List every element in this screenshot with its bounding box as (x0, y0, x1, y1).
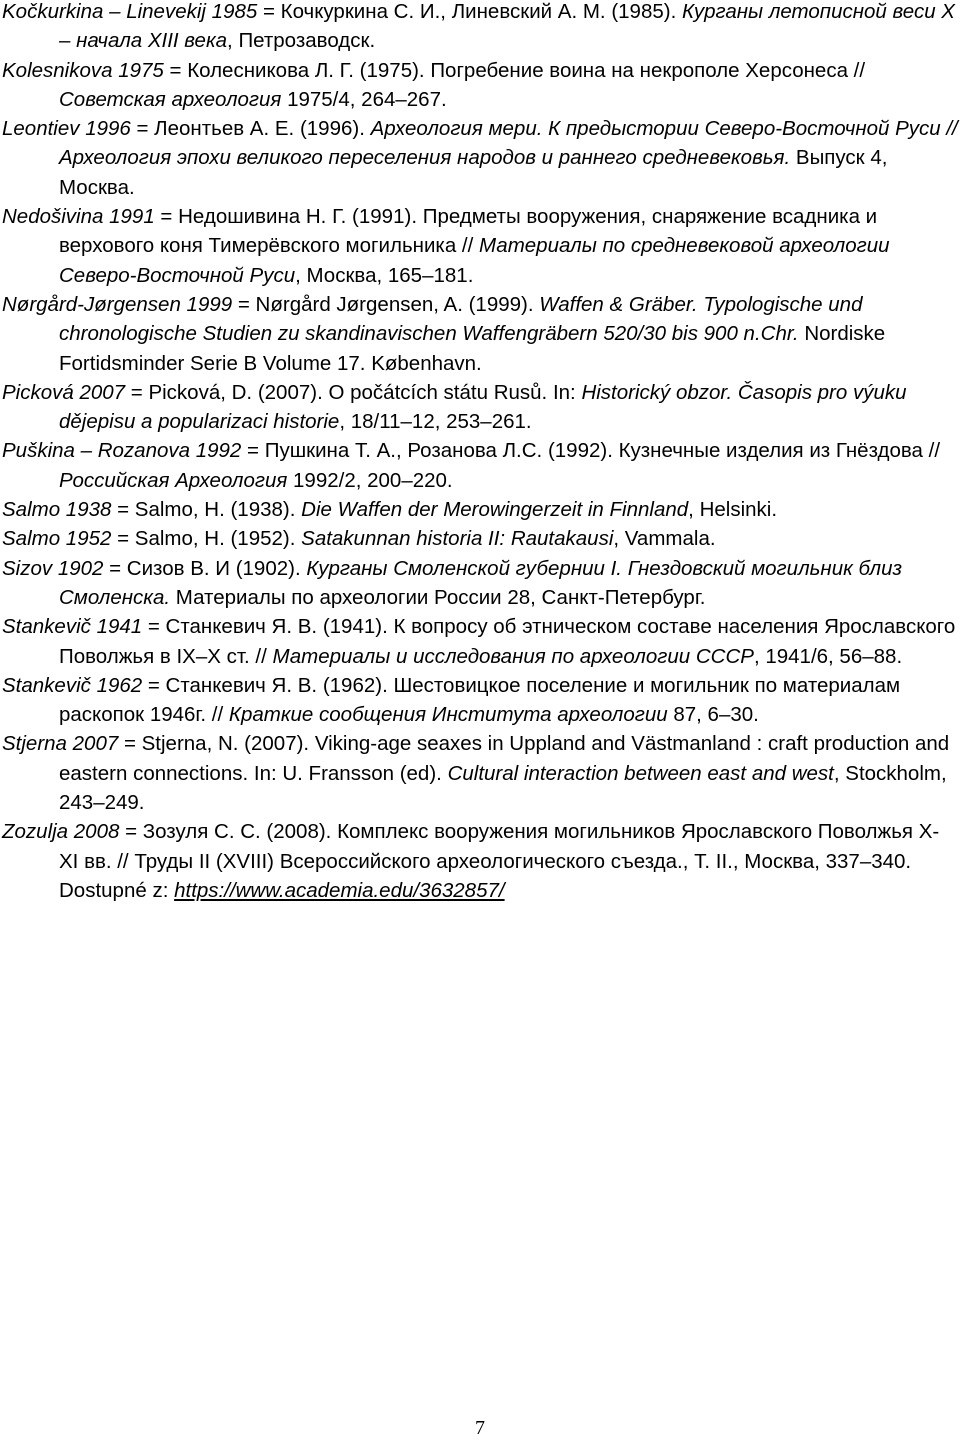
reference-entry (2, 729, 958, 817)
reference-text: Nordiske Fortidsminder Serie B Volume 17. København. (59, 322, 886, 375)
reference-title: Материалы и исследования по археологии СССР (272, 644, 754, 668)
reference-text: Выпуск 4, Москва. (59, 146, 888, 199)
reference-entry (2, 114, 958, 202)
reference-text: , 18/11–12, 253–261. (339, 410, 532, 434)
reference-text: = Недошивина Н. Г. (1991). Предметы вооружения, снаряжение всадника и верхового коня Тимерёвского могильника // (59, 205, 878, 258)
reference-text: = Леонтьев А. Е. (1996). (130, 117, 371, 141)
reference-text: = Salmo, H. (1938). (111, 498, 302, 522)
reference-title: Satakunnan historia II: Rautakausi (301, 527, 614, 551)
reference-title: Waffen & Gräber. Typologische und chronologische Studien zu skandinavischen Waffengräbern 520/30 bis 900 n.Chr. (59, 292, 863, 346)
reference-text: 1975/4, 264–267. (281, 87, 447, 111)
reference-key: Puškina – Rozanova 1992 (2, 439, 242, 463)
reference-entry (2, 290, 958, 378)
reference-key: Salmo 1952 (2, 527, 112, 551)
reference-key: Sizov 1902 (2, 556, 104, 580)
reference-key: Kočkurkina – Linevekij 1985 (2, 0, 258, 23)
reference-key: Salmo 1938 (2, 498, 112, 522)
reference-entry (2, 202, 958, 290)
reference-entry (2, 56, 958, 115)
reference-title: Курганы Смоленской губернии I. Гнездовский могильник близ Смоленска. (59, 556, 903, 609)
reference-key: Stankevič 1941 (2, 615, 143, 639)
reference-text: , Петрозаводск. (227, 29, 376, 53)
reference-entry (2, 0, 958, 56)
reference-entry (2, 671, 958, 730)
reference-entry (2, 436, 958, 495)
reference-title: Cultural interaction between east and west (447, 761, 834, 785)
reference-title: Курганы летописной веси X – начала XIII века (59, 0, 955, 53)
reference-list (2, 0, 958, 905)
reference-key: Picková 2007 (2, 380, 126, 404)
reference-text: = Станкевич Я. В. (1962). Шестовицкое поселение и могильник по материалам раскопок 1946г. // (59, 673, 901, 727)
reference-key: Stjerna 2007 (2, 732, 119, 756)
reference-text: = Picková, D. (2007). O počátcích státu Rusů. In: (125, 380, 582, 404)
reference-entry (2, 554, 958, 613)
reference-text: , Vammala. (613, 527, 716, 551)
reference-text: = Колесникова Л. Г. (1975). Погребение воина на некрополе Херсонеса // (163, 58, 866, 82)
page-number: 7 (475, 1417, 485, 1439)
reference-entry (2, 612, 958, 671)
reference-text: = Сизов В. И (1902). (103, 556, 307, 580)
reference-text: = Stjerna, N. (2007). Viking-age seaxes in Uppland and Västmanland : craft production and eastern connections. In: U. Fransson (ed). (59, 732, 950, 785)
reference-entry (2, 378, 958, 437)
reference-text: = Пушкина Т. А., Розанова Л.С. (1992). Кузнечные изделия из Гнёздова // (241, 439, 941, 463)
reference-title: Краткие сообщения Института археологии (228, 703, 668, 727)
reference-text: = Станкевич Я. В. (1941). К вопросу об этническом составе населения Ярославского Поволжья в IX–X ст. // (59, 615, 956, 668)
reference-title: Советская археология (59, 87, 282, 111)
reference-title: Российская Археология (59, 468, 288, 492)
reference-entry (2, 495, 958, 524)
reference-text: 87, 6–30. (667, 703, 759, 727)
reference-key: Stankevič 1962 (2, 673, 143, 697)
reference-key: Zozulja 2008 (2, 820, 120, 844)
reference-text: 1992/2, 200–220. (287, 468, 453, 492)
reference-key: Kolesnikova 1975 (2, 58, 164, 82)
reference-key: Nørgård-Jørgensen 1999 (2, 292, 233, 316)
reference-text: , 1941/6, 56–88. (753, 644, 903, 668)
reference-title: Historický obzor. Časopis pro výuku dějepisu a popularizaci historie (59, 380, 907, 434)
reference-text: Материалы по археологии России 28, Санкт-Петербург. (170, 585, 706, 609)
reference-title: Материалы по средневековой археологии Северо-Восточной Руси (59, 234, 890, 287)
reference-link[interactable]: https://www.academia.edu/3632857/ (174, 878, 505, 902)
reference-entry (2, 817, 958, 905)
reference-text: = Кочкуркина С. И., Линевский А. М. (1985). (257, 0, 682, 23)
reference-text: = Salmo, H. (1952). (111, 527, 302, 551)
reference-title: Die Waffen der Merowingerzeit in Finnland (301, 498, 689, 522)
reference-text: = Nørgård Jørgensen, A. (1999). (232, 292, 540, 316)
reference-key: Leontiev 1996 (2, 117, 131, 141)
reference-text: , Helsinki. (688, 498, 778, 522)
reference-entry (2, 524, 958, 553)
reference-text: , Москва, 165–181. (295, 263, 474, 287)
reference-title: Археология мери. К предыстории Северо-Восточной Руси // Археология эпохи великого переселения народов и раннего средневековья. (59, 117, 958, 170)
reference-text: , Stockholm, 243–249. (59, 761, 947, 815)
reference-key: Nedošivina 1991 (2, 205, 155, 229)
reference-text: = Зозуля С. С. (2008). Комплекс вооружения могильников Ярославского Поволжья X-XI вв. // Труды II (XVIII) Всероссийского археологического съезда., Т. II., Москва, 337–340. Dostupné z: (59, 820, 940, 902)
